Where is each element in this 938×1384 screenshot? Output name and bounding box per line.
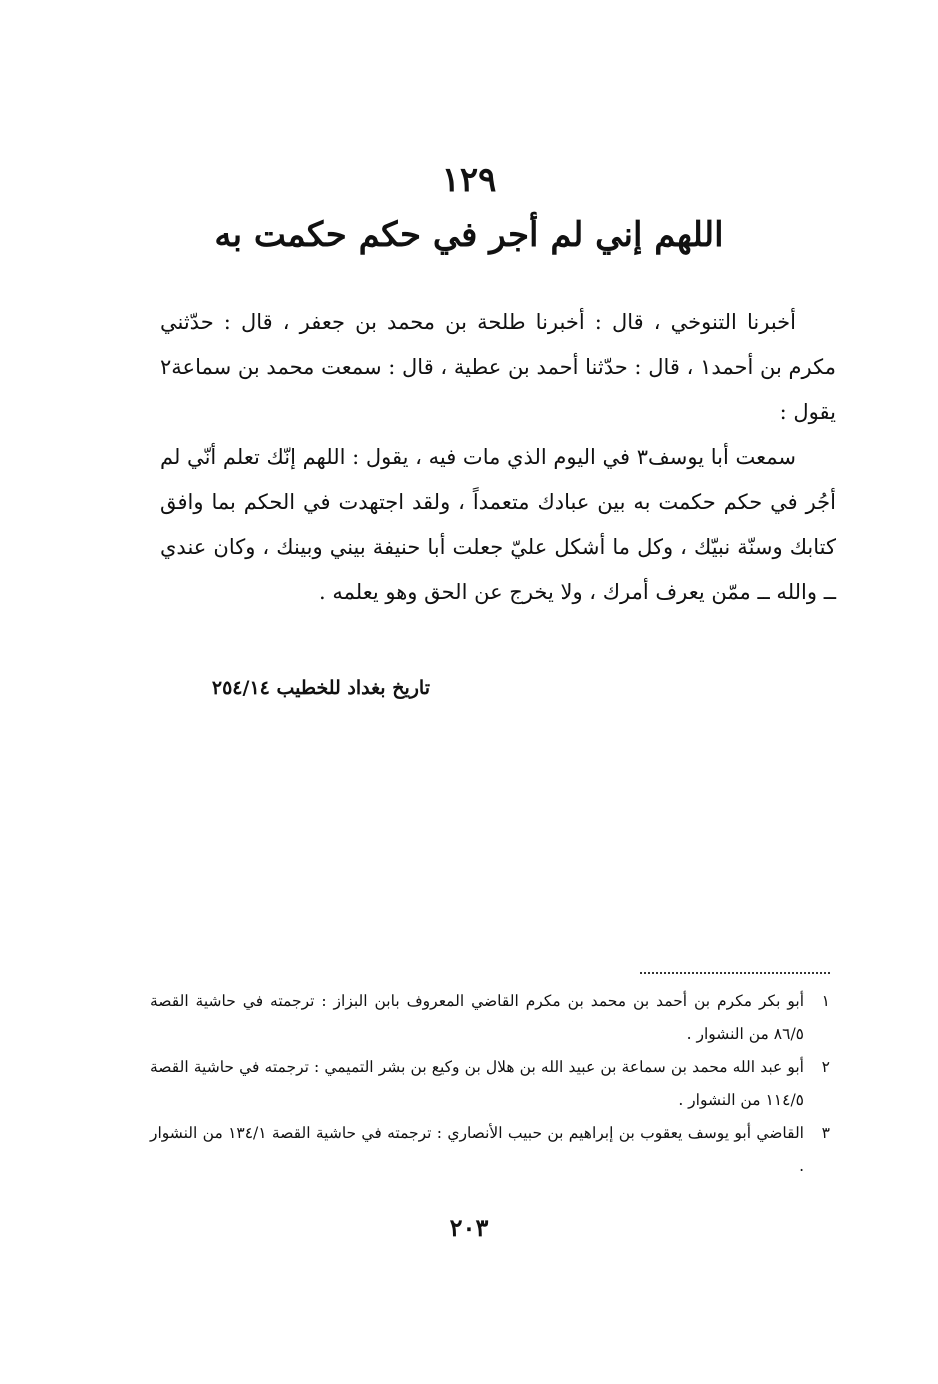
isnad-paragraph: أخبرنا التنوخي ، قال : أخبرنا طلحة بن محمد بن جعفر ، قال : حدّثني مكرم بن أحمد١ ، قال : حدّثنا أحمد بن عطية ، قال : سمعت محمد بن سماعة٢ يقول : xyxy=(160,310,836,424)
footnote-number: ٢ xyxy=(821,1058,830,1076)
footnote-2 xyxy=(150,1051,830,1117)
footnote-number: ٣ xyxy=(821,1124,830,1142)
footnote-number: ١ xyxy=(821,992,830,1010)
footnote-divider xyxy=(640,972,830,974)
section-title: اللهم إني لم أجر في حكم حكمت به xyxy=(214,215,724,255)
main-text xyxy=(160,300,836,615)
footnote-text: أبو عبد الله محمد بن سماعة بن عبيد الله بن هلال بن وكيع بن بشر التميمي : ترجمته في حاشية القصة ١١٤/٥ من النشوار . xyxy=(150,1058,804,1109)
footnotes xyxy=(150,985,830,1183)
source-reference: تاريخ بغداد للخطيب ٢٥٤/١٤ xyxy=(211,677,430,699)
section-number: ١٢٩ xyxy=(441,160,497,200)
narration-paragraph: سمعت أبا يوسف٣ في اليوم الذي مات فيه ، يقول : اللهم إنّك تعلم أنّي لم أجُر في حكم حكمت به بين عبادك متعمداً ، ولقد اجتهدت في الحكم بما وافق كتابك وسنّة نبيّك ، وكل ما أشكل عليّ جعلت أبا حنيفة بيني وبينك ، وكان عندي ــ والله ــ ممّن يعرف أمرك ، ولا يخرج عن الحق وهو يعلمه . xyxy=(160,445,836,604)
footnote-text: أبو بكر مكرم بن أحمد بن محمد بن مكرم القاضي المعروف بابن البزاز : ترجمته في حاشية القصة ٨٦/٥ من النشوار . xyxy=(150,992,804,1043)
footnote-3 xyxy=(150,1117,830,1183)
footnote-text: القاضي أبو يوسف يعقوب بن إبراهيم بن حبيب الأنصاري : ترجمته في حاشية القصة ١٣٤/١ من النشوار . xyxy=(150,1124,804,1175)
footnote-1 xyxy=(150,985,830,1051)
page-number: ٢٠٣ xyxy=(449,1213,489,1242)
